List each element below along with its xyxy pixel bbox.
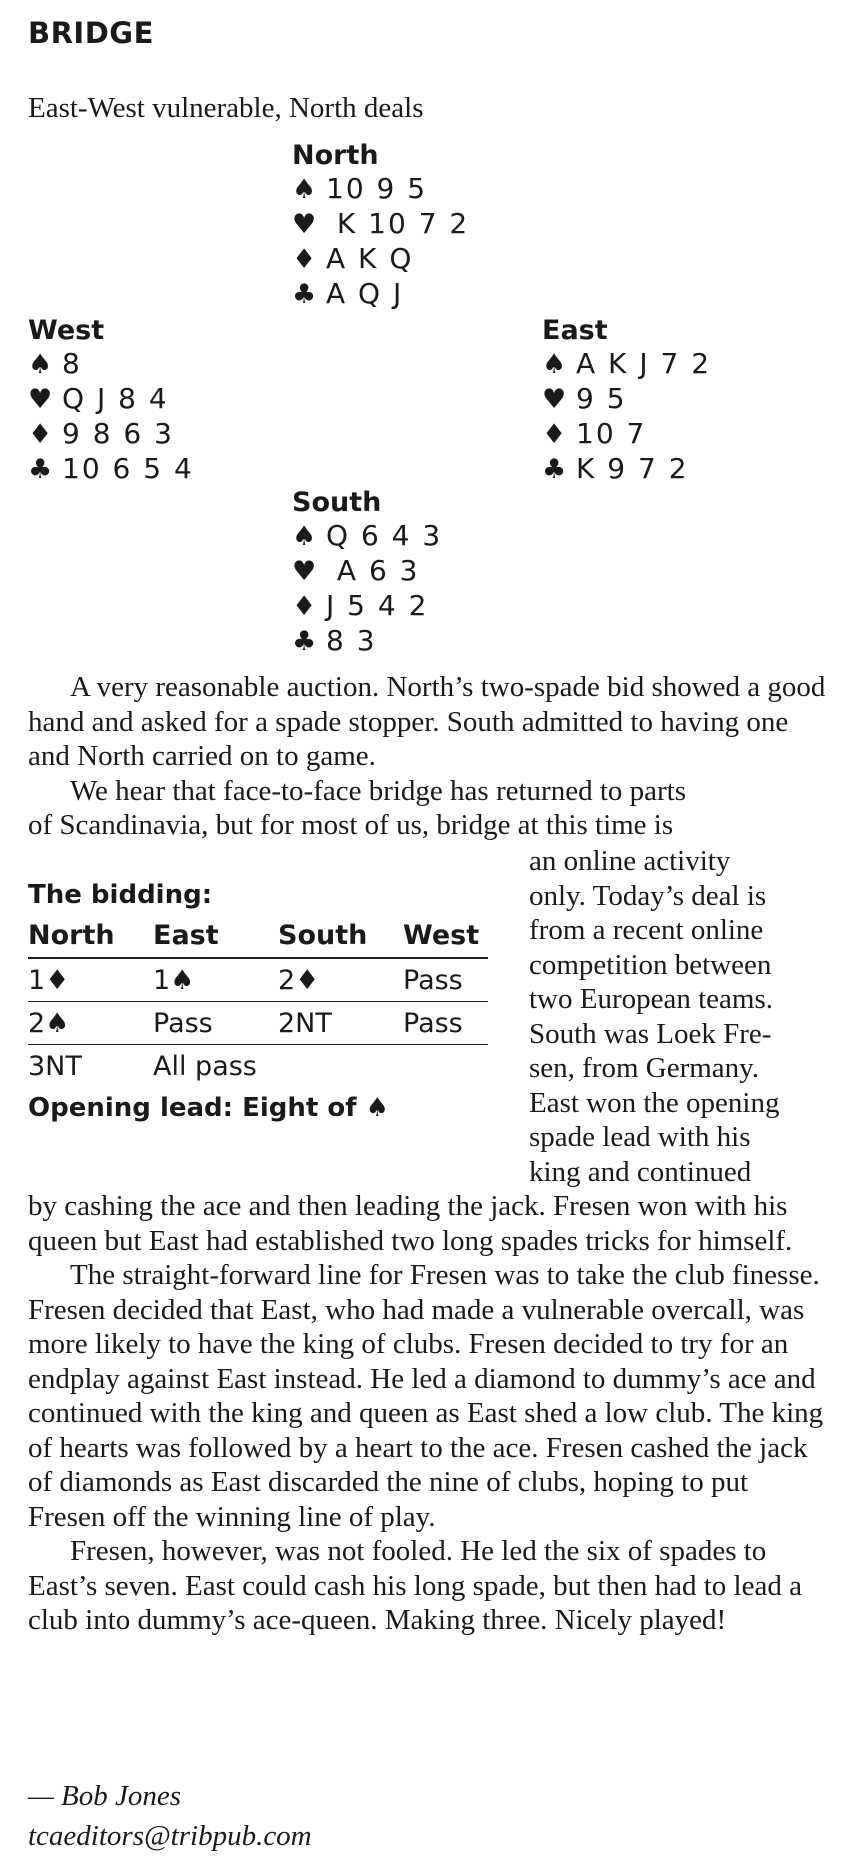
- column-line: sen, from Germany.: [529, 1052, 760, 1084]
- header-north: North: [28, 920, 153, 958]
- column-line: from a recent online: [529, 914, 764, 946]
- bid-cell: All pass: [153, 1050, 257, 1082]
- signature: [28, 1776, 312, 1856]
- north-label: North: [292, 140, 379, 171]
- west-hand: [28, 315, 194, 487]
- bid-cell: 1♠: [153, 958, 278, 1002]
- paragraph-auction: A very reasonable auction. North’s two-spade bid showed a good hand and asked for a spade stopper. South admitted to having one and North carried on to game.: [28, 671, 826, 772]
- west-spades: ♠ 8: [28, 347, 82, 380]
- club-icon: ♣: [542, 454, 567, 485]
- diamond-icon: ♦: [292, 244, 317, 275]
- club-icon: ♣: [292, 626, 317, 657]
- bid-cell: 2NT: [278, 1002, 403, 1045]
- bidding-row: [28, 1045, 488, 1088]
- bid-cell: 2♠: [28, 1002, 153, 1045]
- bidding-row: [28, 1002, 488, 1045]
- north-hearts: ♥ K 10 7 2: [292, 207, 470, 240]
- north-diamonds: ♦ A K Q: [292, 242, 414, 275]
- south-diamonds: ♦ J 5 4 2: [292, 589, 429, 622]
- west-clubs: ♣ 10 6 5 4: [28, 452, 194, 485]
- column-line: an online activity: [529, 845, 731, 877]
- column-line: king and continued: [529, 1155, 752, 1188]
- column-line: two European teams.: [529, 983, 774, 1015]
- diamond-icon: ♦: [292, 591, 317, 622]
- spade-icon: ♠: [292, 174, 317, 205]
- spade-icon: ♠: [28, 349, 53, 380]
- paragraph-defense: by cashing the ace and then leading the jack. Fresen won with his queen but East had established two long spades tricks for himself.: [28, 1190, 793, 1257]
- bidding-row: [28, 958, 488, 1002]
- heart-icon: ♥: [292, 209, 317, 240]
- diamond-icon: ♦: [542, 419, 567, 450]
- south-label: South: [292, 487, 382, 518]
- page-title: BRIDGE: [28, 16, 154, 50]
- paragraph-endplay: The straight-forward line for Fresen was to take the club finesse. Fresen decided that East, who had made a vulnerable overcall, was more likely to have the king of clubs. Fresen decided to try for an endplay against East instead. He led a diamond to dummy’s ace and continued with the king and queen as East shed a low club. The king of hearts was followed by a heart to the ace. Fresen cashed the jack of diamonds as East discarded the nine of clubs, hoping to put Fresen off the winning line of play.: [28, 1259, 824, 1533]
- column-line: only. Today’s deal is: [529, 879, 767, 912]
- bidding-header-row: [28, 920, 488, 958]
- east-hearts: ♥ 9 5: [542, 382, 627, 415]
- spade-icon: ♠: [542, 349, 567, 380]
- east-clubs: ♣ K 9 7 2: [542, 452, 689, 485]
- bid-cell: Pass: [153, 1002, 278, 1045]
- north-spades: ♠ 10 9 5: [292, 172, 428, 205]
- article-intro: [28, 670, 828, 843]
- bidding-label: The bidding:: [28, 880, 213, 910]
- south-hand: [292, 487, 442, 659]
- diamond-icon: ♦: [28, 419, 53, 450]
- header-west: West: [403, 920, 488, 958]
- west-diamonds: ♦ 9 8 6 3: [28, 417, 174, 450]
- spade-icon: ♠: [292, 521, 317, 552]
- west-hearts: ♥ Q J 8 4: [28, 382, 169, 415]
- column-line: East won the opening: [529, 1086, 780, 1119]
- east-diamonds: ♦ 10 7: [542, 417, 647, 450]
- bid-cell: 1♦: [28, 958, 153, 1002]
- header-east: East: [153, 920, 278, 958]
- author-email: tcaeditors@tribpub.com: [28, 1820, 312, 1852]
- south-hearts: ♥ A 6 3: [292, 554, 420, 587]
- south-spades: ♠ Q 6 4 3: [292, 519, 443, 552]
- header-south: South: [278, 920, 403, 958]
- bid-cell: Pass: [403, 1002, 488, 1045]
- west-label: West: [28, 315, 105, 346]
- paragraph-conclusion: Fresen, however, was not fooled. He led the six of spades to East’s seven. East could cash his long spade, but then had to lead a club into dummy’s ace-queen. Making three. Nicely played!: [28, 1535, 802, 1636]
- east-spades: ♠ A K J 7 2: [542, 347, 712, 380]
- heart-icon: ♥: [292, 556, 317, 587]
- column-line: South was Loek Fre-: [529, 1017, 772, 1050]
- paragraph-online-line2: of Scandinavia, but for most of us, bridge at this time is: [28, 809, 674, 841]
- heart-icon: ♥: [542, 384, 567, 415]
- heart-icon: ♥: [28, 384, 53, 415]
- north-hand: [292, 140, 469, 312]
- club-icon: ♣: [28, 454, 53, 485]
- paragraph-online-line1: We hear that face-to-face bridge has returned to parts: [70, 774, 687, 807]
- south-clubs: ♣ 8 3: [292, 624, 377, 657]
- bid-cell: 3NT: [28, 1050, 82, 1082]
- article-body: [28, 1189, 828, 1638]
- author-name: — Bob Jones: [28, 1780, 182, 1812]
- east-hand: [542, 315, 711, 487]
- bid-cell: Pass: [403, 958, 488, 1002]
- bidding-table: [28, 920, 488, 1087]
- column-line: competition between: [529, 948, 772, 981]
- club-icon: ♣: [292, 279, 317, 310]
- wrapped-text-column: [529, 844, 844, 1189]
- bid-cell: 2♦: [278, 958, 403, 1002]
- north-clubs: ♣ A Q J: [292, 277, 404, 310]
- opening-lead: Opening lead: Eight of ♠: [28, 1093, 389, 1123]
- column-line: spade lead with his: [529, 1121, 751, 1153]
- vulnerability-line: East-West vulnerable, North deals: [28, 92, 424, 124]
- east-label: East: [542, 315, 608, 346]
- bidding-box: [28, 880, 488, 1123]
